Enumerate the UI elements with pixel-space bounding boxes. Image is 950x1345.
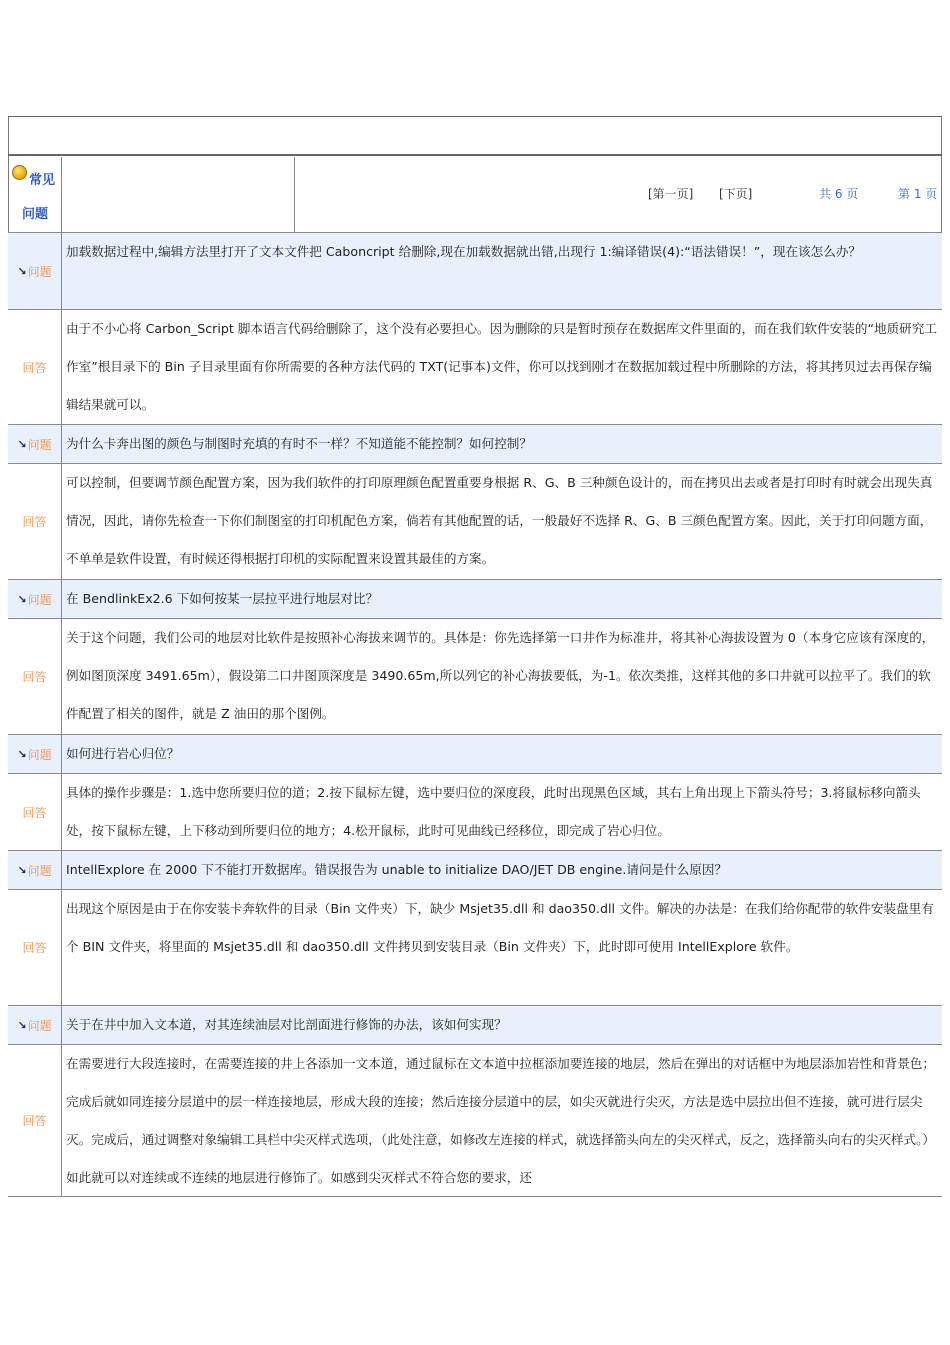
arrow-icon: ↘	[17, 437, 27, 451]
answer-text: 在需要进行大段连接时，在需要连接的井上各添加一文本道，通过鼠标在文本道中拉框添加要连接的地层，然后在弹出的对话框中为地层添加岩性和背景色；完成后就如同连接分层道中的层一样连接地层，形成大段的连接；然后连接分层道中的层，如尖灭就进行尖灭，方法是选中层拉出但不连接，就可进行层尖灭。完成后，通过调整对象编辑工具栏中尖灭样式选项，（此处注意，如修改左连接的样式，就选择箭头向左的尖灭样式，反之，选择箭头向右的尖灭样式。）如此就可以对连续或不连续的地层进行修饰了。如感到尖灭样式不符合您的要求，还	[66, 1056, 935, 1185]
question-label: 问题	[27, 437, 52, 452]
question-text: 为什么卡奔出图的颜色与制图时充填的有时不一样？不知道能不能控制？如何控制？	[66, 436, 532, 451]
answer-label: 回答	[8, 890, 62, 1005]
question-label-cell	[8, 1006, 62, 1044]
answer-row	[8, 619, 942, 735]
question-text: 在 BendlinkEx2.6 下如何按某一层拉平进行地层对比？	[66, 591, 379, 606]
answer-label: 回答	[8, 619, 62, 734]
faq-title-line2: 问题	[22, 207, 49, 222]
answer-label: 回答	[8, 774, 62, 850]
question-label: 问题	[27, 264, 52, 279]
answer-label: 回答	[8, 310, 62, 424]
answer-row	[8, 1045, 942, 1197]
faq-list	[8, 233, 942, 1197]
faq-title-line1: 常见	[29, 173, 56, 188]
question-label-cell	[8, 851, 62, 889]
question-text: 关于在井中加入文本道，对其连续油层对比剖面进行修饰的办法，该如何实现？	[66, 1017, 507, 1032]
answer-row	[8, 464, 942, 580]
smiley-icon	[12, 165, 27, 180]
answer-text: 出现这个原因是由于在你安装卡奔软件的目录（Bin 文件夹）下，缺少 Msjet35.dll 和 dao350.dll 文件。解决的办法是：在我们给你配带的软件安装盘里有个 BIN 文件夹，将里面的 Msjet35.dll 和 dao350.dll 文件拷贝到安装目录（Bin 文件夹）下，此时即可使用 IntellExplore 软件。	[66, 901, 934, 954]
question-row	[8, 1006, 942, 1045]
top-band	[8, 116, 942, 156]
arrow-icon: ↘	[17, 592, 27, 606]
answer-row	[8, 890, 942, 1006]
answer-row	[8, 310, 942, 425]
faq-title-cell	[8, 157, 62, 233]
question-label: 问题	[27, 1018, 52, 1033]
question-row	[8, 735, 942, 774]
answer-text: 关于这个问题，我们公司的地层对比软件是按照补心海拔来调节的。具体是：你先选择第一口井作为标准井，将其补心海拔设置为 0（本身它应该有深度的，例如图顶深度 3491.65m），假设第二口井图顶深度是 3490.65m,所以列它的补心海拔要低，为-1。依次类推，这样其他的多口井就可以拉平了。我们的软件配置了相关的图件，就是 Z 油田的那个图例。	[66, 630, 935, 721]
question-label: 问题	[27, 747, 52, 762]
arrow-icon: ↘	[17, 264, 27, 278]
first-page-link[interactable]: [第一页]	[648, 187, 694, 201]
question-row	[8, 851, 942, 890]
answer-label: 回答	[8, 464, 62, 579]
question-label-cell	[8, 233, 62, 309]
answer-label: 回答	[8, 1045, 62, 1196]
total-pages: 共 6 页	[819, 187, 859, 201]
arrow-icon: ↘	[17, 1018, 27, 1032]
arrow-icon: ↘	[17, 863, 27, 877]
question-label: 问题	[27, 592, 52, 607]
answer-text: 可以控制，但要调节颜色配置方案，因为我们软件的打印原理颜色配置重要身根据 R、G、B 三种颜色设计的，而在拷贝出去或者是打印时有时就会出现失真情况，因此，请你先检查一下你们制图室的打印机配色方案，倘若有其他配置的话，一般最好不选择 R、G、B 三颜色配置方案。因此，关于打印问题方面，不单单是软件设置，有时候还得根据打印机的实际配置来设置其最佳的方案。	[66, 475, 933, 566]
question-row	[8, 425, 942, 464]
current-page: 第 1 页	[898, 187, 938, 201]
answer-text: 由于不小心将 Carbon_Script 脚本语言代码给删除了，这个没有必要担心。因为删除的只是暂时预存在数据库文件里面的，而在我们软件安装的“地质研究工作室”根目录下的 Bin 子目录里面有你所需要的各种方法代码的 TXT(记事本)文件，你可以找到刚才在数据加载过程中所删除的方法，将其拷贝过去再保存编辑结果就可以。	[66, 321, 937, 412]
question-text: IntellExplore 在 2000 下不能打开数据库。错误报告为 unable to initialize DAO/JET DB engine.请问是什么原因？	[66, 862, 728, 877]
faq-header-row	[8, 157, 942, 233]
question-row	[8, 233, 942, 310]
arrow-icon: ↘	[17, 747, 27, 761]
next-page-link[interactable]: [下页]	[719, 187, 753, 201]
question-label-cell	[8, 735, 62, 773]
answer-text: 具体的操作步骤是：1.选中您所要归位的道；2.按下鼠标左键，选中要归位的深度段，此时出现黑色区域，其右上角出现上下箭头符号；3.将鼠标移向箭头处，按下鼠标左键，上下移动到所要归位的地方；4.松开鼠标，此时可见曲线已经移位，即完成了岩心归位。	[66, 785, 921, 838]
question-label: 问题	[27, 863, 52, 878]
question-label-cell	[8, 425, 62, 463]
question-text: 如何进行岩心归位？	[66, 746, 180, 761]
question-label-cell	[8, 580, 62, 618]
header-blank-cell	[62, 157, 295, 233]
answer-row	[8, 774, 942, 851]
question-text: 加载数据过程中,编辑方法里打开了文本文件把 Caboncript 给删除,现在加载数据就出错,出现行 1:编译错误(4):“语法错误！”，现在该怎么办？	[66, 244, 862, 259]
question-row	[8, 580, 942, 619]
